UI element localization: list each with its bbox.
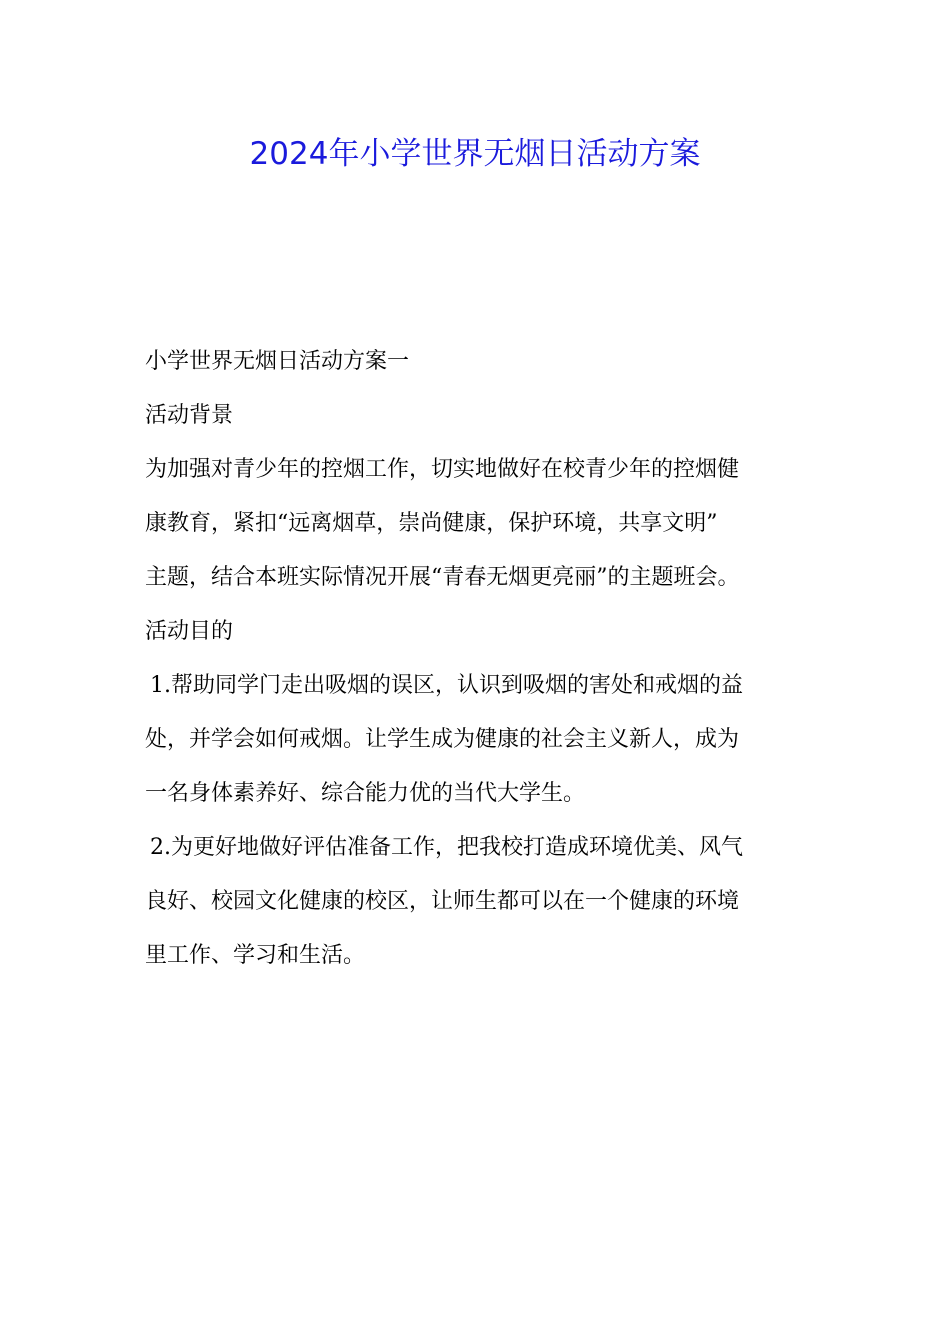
paragraph-line: 康教育，紧扣“远离烟草，崇尚健康，保护环境，共享文明” (145, 511, 718, 536)
purpose-item-1 (145, 659, 807, 821)
document-title: 2024年小学世界无烟日活动方案 (249, 136, 701, 172)
background-heading: 活动背景 (145, 403, 234, 428)
background-paragraph (145, 443, 807, 605)
paragraph-line: 主题，结合本班实际情况开展“青春无烟更亮丽”的主题班会。 (145, 565, 740, 590)
paragraph-line: 良好、校园文化健康的校区，让师生都可以在一个健康的环境 (145, 889, 740, 914)
document-body (145, 335, 807, 983)
paragraph-line: 处，并学会如何戒烟。让学生成为健康的社会主义新人，成为 (145, 727, 740, 752)
paragraph-line: 里工作、学习和生活。 (145, 943, 366, 968)
purpose-heading: 活动目的 (145, 619, 234, 644)
paragraph-line: 1.帮助同学门走出吸烟的误区，认识到吸烟的害处和戒烟的益 (150, 673, 743, 698)
section-heading: 小学世界无烟日活动方案一 (145, 349, 410, 374)
paragraph-line: 2.为更好地做好评估准备工作，把我校打造成环境优美、风气 (150, 835, 743, 860)
paragraph-line: 为加强对青少年的控烟工作，切实地做好在校青少年的控烟健 (145, 457, 740, 482)
paragraph-line: 一名身体素养好、综合能力优的当代大学生。 (145, 781, 586, 806)
purpose-item-2 (145, 821, 807, 983)
